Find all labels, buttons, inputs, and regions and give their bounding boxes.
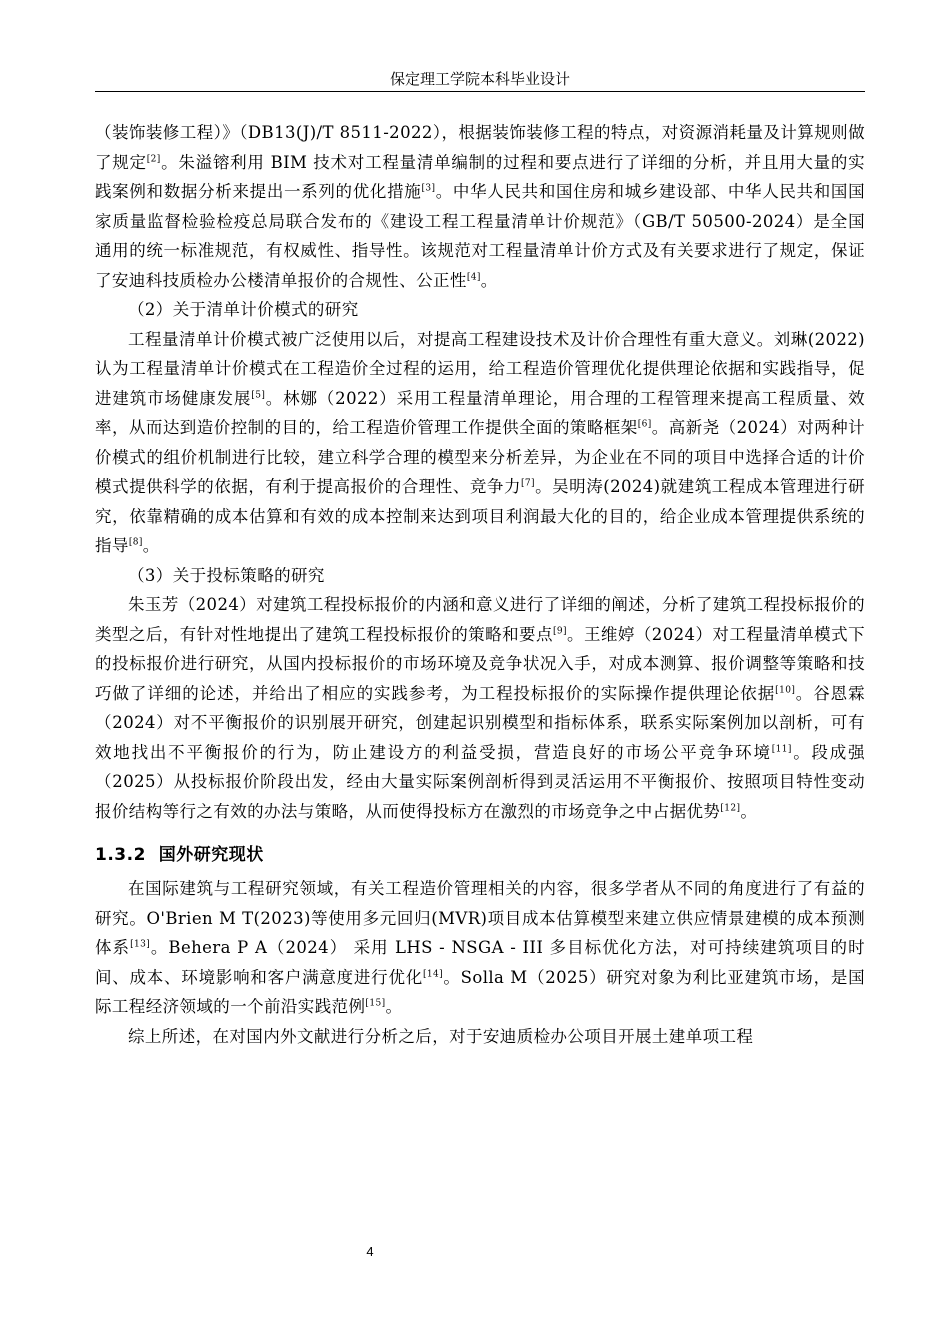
citation-10: [10] (775, 685, 796, 695)
paragraph-2-text-4: 。吴明涛(2024)就建筑工程成本管理进行研究，依靠精确的成本估算和有效的成本控制来达到项目利润最大化的目的，给企业成本管理提供系统的指导 (95, 477, 865, 555)
paragraph-2-text-2: 。林娜（2022）采用工程量清单理论，用合理的工程管理来提高工程质量、效率，从而达到造价控制的目的，给工程造价管理工作提供全面的策略框架 (95, 388, 865, 437)
citation-11: [11] (771, 744, 792, 754)
section-title: 国外研究现状 (158, 845, 264, 865)
citation-12: [12] (720, 803, 741, 813)
citation-4: [4] (466, 272, 481, 282)
citation-3: [3] (421, 183, 436, 194)
paragraph-5: 综上所述，在对国内外文献进行分析之后，对于安迪质检办公项目开展土建单项工程 (128, 1026, 754, 1046)
paragraph-1-text-4: 。 (480, 270, 498, 290)
page-header: 保定理工学院本科毕业设计 (389, 70, 570, 88)
spacer (95, 826, 865, 840)
citation-13: [13] (130, 939, 151, 950)
paragraph-4-text-1: 在国际建筑与工程研究领域，有关工程造价管理相关的内容，很多学者从不同的角度进行了有益的研究。O'Brien M T(2023)等使用多元回归(MVR)项目成本估算模型来建立供应情景建模的成本预测体系 (95, 879, 865, 957)
citation-8: [8] (128, 537, 143, 548)
citation-2: [2] (146, 154, 161, 164)
paragraph-3-text-2: 。王维婷（2024）对工程量清单模式下的投标报价进行研究，从国内投标报价的市场环境及竞争状况入手，对成本测算、报价调整等策略和技巧做了详细的论述，并给出了相应的实践参考，为工程投标报价的实际操作提供理论依据 (95, 624, 865, 703)
paragraph-1 (95, 118, 865, 295)
citation-7: [7] (521, 478, 535, 489)
page-body (95, 118, 865, 1051)
paragraph-3-text-1: 朱玉芳（2024）对建筑工程投标报价的内涵和意义进行了详细的阐述，分析了建筑工程投标报价的类型之后，有针对性地提出了建筑工程投标报价的策略和要点 (95, 595, 865, 644)
citation-15: [15] (365, 998, 386, 1009)
paragraph-4-text-4: 。 (385, 997, 403, 1016)
paragraph-3-text-3: 。谷恩霖（2024）对不平衡报价的识别展开研究，创建起识别模型和指标体系，联系实际案例加以剖析，可有效地找出不平衡报价的行为，防止建设方的利益受损，营造良好的市场公平竞争环境 (95, 683, 865, 762)
citation-9: [9] (552, 626, 567, 636)
subheading-pricing-model: （2）关于清单计价模式的研究 (128, 300, 359, 319)
paragraph-4-text-2: 。Behera P A（2024） 采用 LHS - NSGA - III 多目标优化方法，对可持续建筑项目的时间、成本、环境影响和客户满意度进行优化 (95, 938, 865, 987)
citation-6: [6] (637, 419, 652, 430)
paragraph-2-text-1: 工程量清单计价模式被广泛使用以后，对提高工程建设技术及计价合理性有重大意义。刘琳(2022)认为工程量清单计价模式在工程造价全过程的运用，给工程造价管理优化提供理论依据和实践指导，促进建筑市场健康发展 (95, 329, 865, 408)
paragraph-2 (95, 325, 865, 561)
citation-14: [14] (422, 969, 444, 979)
paragraph-4-text-3: 。Solla M（2025）研究对象为利比亚建筑市场，是国际工程经济领域的一个前沿实践范例 (95, 967, 865, 1016)
page-number: 4 (366, 1244, 374, 1259)
paragraph-3-text-4: 。段成强（2025）从投标报价阶段出发，经由大量实际案例剖析得到灵活运用不平衡报价、按照项目特性变动报价结构等行之有效的办法与策略，从而使得投标方在激烈的市场竞争之中占据优势 (95, 742, 865, 821)
paragraph-4 (95, 874, 865, 1022)
section-number: 1.3.2 (95, 845, 146, 865)
section-heading (95, 840, 865, 870)
paragraph-2-text-3: 。高新尧（2024）对两种计价模式的组价机制进行比较，建立科学合理的模型来分析差异，为企业在不同的项目中选择合适的计价模式提供科学的依据，有利于提高报价的合理性、竞争力 (95, 418, 865, 496)
paragraph-1-text-2: 。朱溢镕利用 BIM 技术对工程量清单编制的过程和要点进行了详细的分析，并且用大量的实践案例和数据分析来提出一系列的优化措施 (95, 152, 866, 201)
header-rule (95, 91, 865, 92)
paragraph-1-text-1: （装饰装修工程）》（DB13(J)/T 8511-2022），根据装饰装修工程的特点，对资源消耗量及计算规则做了规定 (95, 123, 865, 172)
paragraph-3-text-5: 。 (740, 801, 758, 821)
paragraph-2-text-5: 。 (142, 536, 160, 555)
citation-5: [5] (251, 390, 266, 400)
paragraph-1-text-3: 。中华人民共和国住房和城乡建设部、中华人民共和国国家质量监督检验检疫总局联合发布的《建设工程工程量清单计价规范》（GB/T 50500-2024）是全国通用的统一标准规范，有权威性、指导性。该规范对工程量清单计价方式及有关要求进行了规定，保证了安迪科技质检办公楼清单报价的合规性、公正性 (95, 182, 866, 290)
paragraph-3 (95, 590, 865, 826)
subheading-bidding-strategy: （3）关于投标策略的研究 (128, 565, 325, 585)
